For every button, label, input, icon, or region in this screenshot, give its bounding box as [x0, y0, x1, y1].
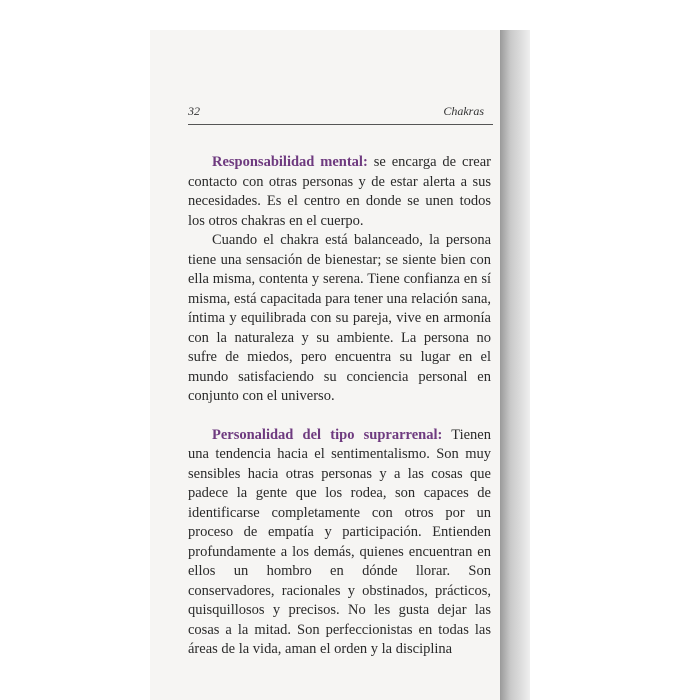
running-head — [188, 104, 488, 122]
paragraph-personalidad-suprarrenal — [188, 426, 491, 660]
running-title: Chakras — [443, 104, 484, 118]
section-heading-personalidad-suprarrenal: Personalidad del tipo suprarrenal: — [212, 426, 443, 443]
page-edge-shadow — [500, 30, 530, 700]
paragraph-text: se encarga de crear contacto con otras personas y de estar alerta a sus necesidades. Es el centro en donde se unen todos los otros chakras en el cuerpo. — [188, 154, 491, 229]
header-rule — [188, 124, 493, 125]
paragraph-text: Tienen una tendencia hacia el sentimentalismo. Son muy sensibles hacia otras personas y a las cosas que padece la gente que los rodea, son capaces de identificarse completamente con otros por un proceso de empatía y participación. Entienden profundamente a los demás, quienes encuentran en ellos un hombro en dónde llorar. Son conservadores, racionales y obstinados, prácticos, quisquillosos y precisos. No les gusta dejar las cosas a la mitad. Son perfeccionistas en todas las áreas de la vida, aman el orden y la disciplina — [188, 426, 491, 657]
body-text — [188, 153, 491, 660]
page-number: 32 — [188, 104, 200, 118]
paragraph-chakra-balanceado: Cuando el chakra está balanceado, la persona tiene una sensación de bienestar; se siente bien con ella misma, contenta y serena. Tiene confianza en sí misma, está capacitada para tener una relación sana, íntima y equilibrada con su pareja, vive en armonía con la naturaleza y su ambiente. La persona no sufre de miedos, pero encuentra su lugar en el mundo satisfaciendo su conciencia personal en conjunto con el universo. — [188, 232, 491, 404]
paragraph-responsabilidad-mental — [188, 153, 491, 231]
section-heading-responsabilidad-mental: Responsabilidad mental: — [212, 154, 368, 170]
